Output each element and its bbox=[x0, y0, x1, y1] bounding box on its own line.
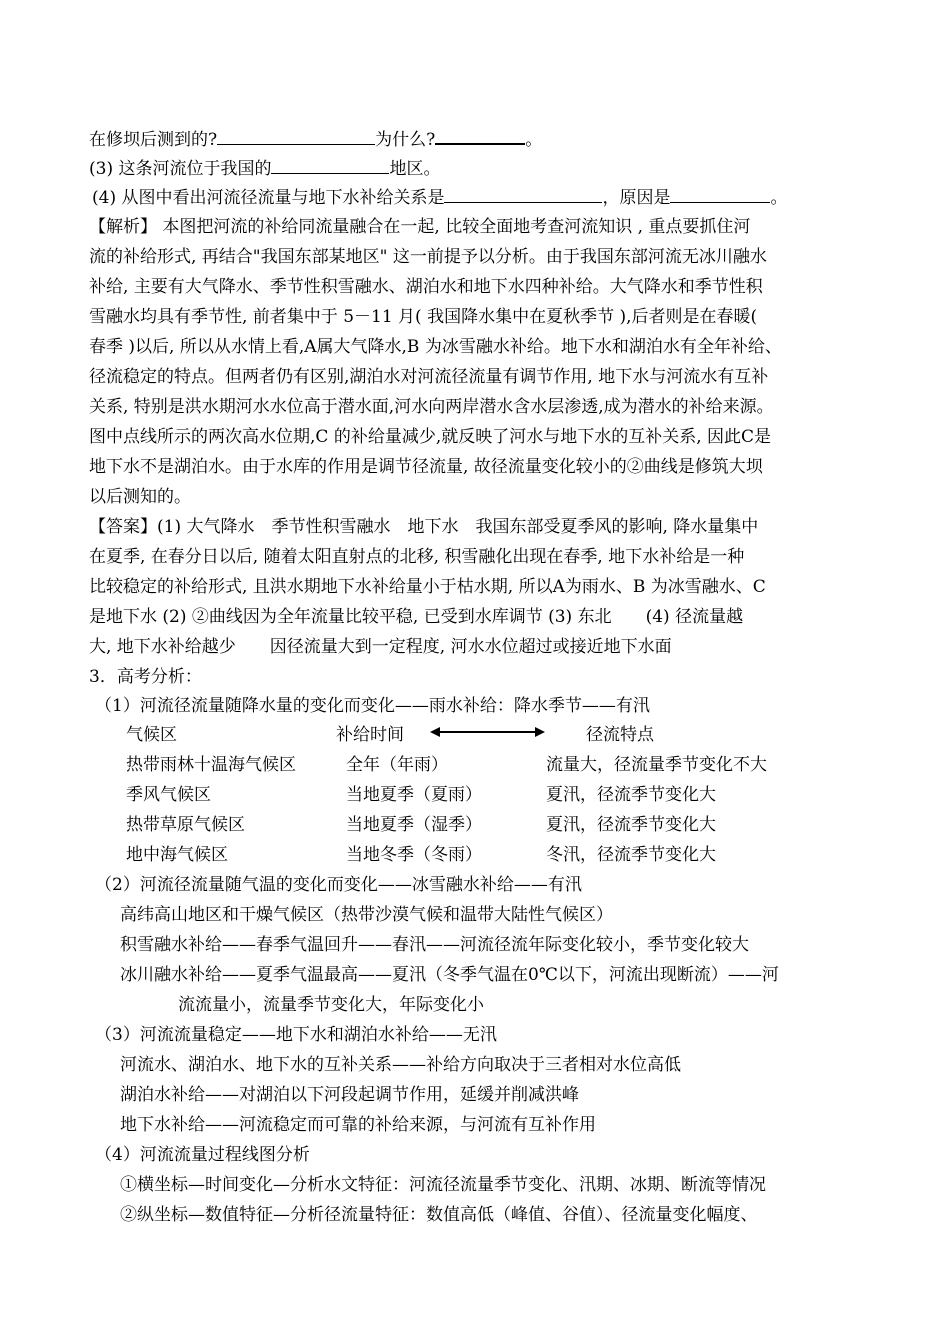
analysis-line: 地下水不是湖泊水。由于水库的作用是调节径流量, 故径流量变化较小的②曲线是修筑大坝 bbox=[89, 457, 763, 477]
answer-blank bbox=[444, 186, 602, 203]
table-cell: 当地夏季（夏雨） bbox=[346, 785, 482, 805]
table-cell: 全年（年雨） bbox=[346, 755, 448, 775]
analysis-line: 径流稳定的特点。但两者仍有区别,湖泊水对河流径流量有调节作用, 地下水与河流水有互补 bbox=[89, 367, 769, 387]
table-cell: 当地夏季（湿季） bbox=[346, 815, 482, 835]
answer-line: 在夏季, 在春分日以后, 随着太阳直射点的北移, 积雪融化出现在春季, 地下水补给是一种 bbox=[89, 547, 745, 567]
analysis-line: 补给, 主要有大气降水、季节性积雪融水、湖泊水和地下水四种补给。大气降水和季节性积 bbox=[89, 277, 763, 297]
table-cell: 夏汛，径流季节变化大 bbox=[546, 815, 716, 835]
subsection-2-line: 冰川融水补给——夏季气温最高——夏汛（冬季气温在0℃以下，河流出现断流）——河 bbox=[120, 965, 779, 985]
analysis-line: 以后测知的。 bbox=[89, 487, 191, 507]
table-cell: 热带草原气候区 bbox=[126, 815, 245, 835]
subsection-3-line: 湖泊水补给——对湖泊以下河段起调节作用，延缓并削减洪峰 bbox=[120, 1085, 579, 1105]
question-3: (3) 这条河流位于我国的 地区。 bbox=[89, 159, 441, 179]
subsection-4-line: ①横坐标—时间变化—分析水文特征：河流径流量季节变化、汛期、冰期、断流等情况 bbox=[120, 1175, 766, 1195]
answer-line: 【答案】(1) 大气降水 季节性积雪融水 地下水 我国东部受夏季风的影响, 降水量集中 bbox=[89, 517, 759, 537]
answer-blank bbox=[435, 127, 525, 145]
table-header-runoff: 径流特点 bbox=[586, 725, 654, 745]
table-cell: 地中海气候区 bbox=[126, 845, 228, 865]
analysis-line: 春季 )以后, 所以从水情上看,A属大气降水,B 为冰雪融水补给。地下水和湖泊水有全年补给、 bbox=[89, 337, 782, 357]
question-line-prev: 在修坝后测到的? 为什么? 。 bbox=[89, 127, 542, 151]
answer-line: 大, 地下水补给越少 因径流量大到一定程度, 河水水位超过或接近地下水面 bbox=[89, 637, 672, 657]
answer-blank bbox=[670, 186, 770, 203]
subsection-2-line: 高纬高山地区和干燥气候区（热带沙漠气候和温带大陆性气候区） bbox=[120, 905, 613, 925]
answer-line: 比较稳定的补给形式, 且洪水期地下水补给量小于枯水期, 所以A为雨水、B 为冰雪融水、C bbox=[89, 577, 766, 597]
section-title: 3．高考分析： bbox=[89, 667, 202, 687]
answer-line: 是地下水 (2) ②曲线因为全年流量比较平稳, 已受到水库调节 (3) 东北 (4) 径流量越 bbox=[89, 607, 744, 627]
analysis-line: 雪融水均具有季节性, 前者集中于 5－11 月( 我国降水集中在夏秋季节 ),后者则是在春暖( bbox=[89, 307, 758, 327]
subsection-4-title: （4）河流流量过程线图分析 bbox=[95, 1145, 310, 1165]
subsection-3-line: 河流水、湖泊水、地下水的互补关系——补给方向取决于三者相对水位高低 bbox=[120, 1055, 681, 1075]
table-cell: 季风气候区 bbox=[126, 785, 211, 805]
subsection-2-title: （2）河流径流量随气温的变化而变化——冰雪融水补给——有汛 bbox=[95, 875, 582, 895]
analysis-line: 【解析】 本图把河流的补给同流量融合在一起, 比较全面地考查河流知识 , 重点要抓住河 bbox=[89, 217, 751, 237]
answer-blank bbox=[271, 157, 389, 174]
subsection-4-line: ②纵坐标—数值特征—分析径流量特征：数值高低（峰值、谷值）、径流量变化幅度、 bbox=[120, 1205, 758, 1225]
table-cell: 当地冬季（冬雨） bbox=[346, 845, 482, 865]
subsection-3-title: （3）河流流量稳定——地下水和湖泊水补给——无汛 bbox=[95, 1025, 497, 1045]
answer-blank bbox=[217, 128, 375, 145]
subsection-2-line: 积雪融水补给——春季气温回升——春汛——河流径流年际变化较小，季节变化较大 bbox=[120, 935, 749, 955]
subsection-3-line: 地下水补给——河流稳定而可靠的补给来源，与河流有互补作用 bbox=[120, 1115, 596, 1135]
analysis-line: 流的补给形式, 再结合"我国东部某地区" 这一前提予以分析。由于我国东部河流无冰川融水 bbox=[89, 247, 767, 267]
analysis-line: 关系, 特别是洪水期河水水位高于潜水面,河水向两岸潜水含水层渗透,成为潜水的补给来源。 bbox=[89, 397, 774, 417]
table-cell: 热带雨林十温海气候区 bbox=[126, 755, 296, 775]
table-cell: 冬汛，径流季节变化大 bbox=[546, 845, 716, 865]
double-arrow-icon bbox=[430, 726, 545, 738]
question-4: (4) 从图中看出河流径流量与地下水补给关系是 ，原因是 。 bbox=[92, 188, 788, 208]
table-header-climate: 气候区 bbox=[126, 725, 177, 745]
table-cell: 流量大，径流量季节变化不大 bbox=[546, 755, 767, 775]
table-cell: 夏汛，径流季节变化大 bbox=[546, 785, 716, 805]
table-header-time: 补给时间 bbox=[336, 725, 404, 745]
subsection-1-title: （1）河流径流量随降水量的变化而变化——雨水补给：降水季节——有汛 bbox=[95, 696, 650, 716]
analysis-line: 图中点线所示的两次高水位期,C 的补给量减少,就反映了河水与地下水的互补关系, 因此C是 bbox=[89, 427, 772, 447]
subsection-2-line: 流流量小，流量季节变化大，年际变化小 bbox=[178, 995, 484, 1015]
